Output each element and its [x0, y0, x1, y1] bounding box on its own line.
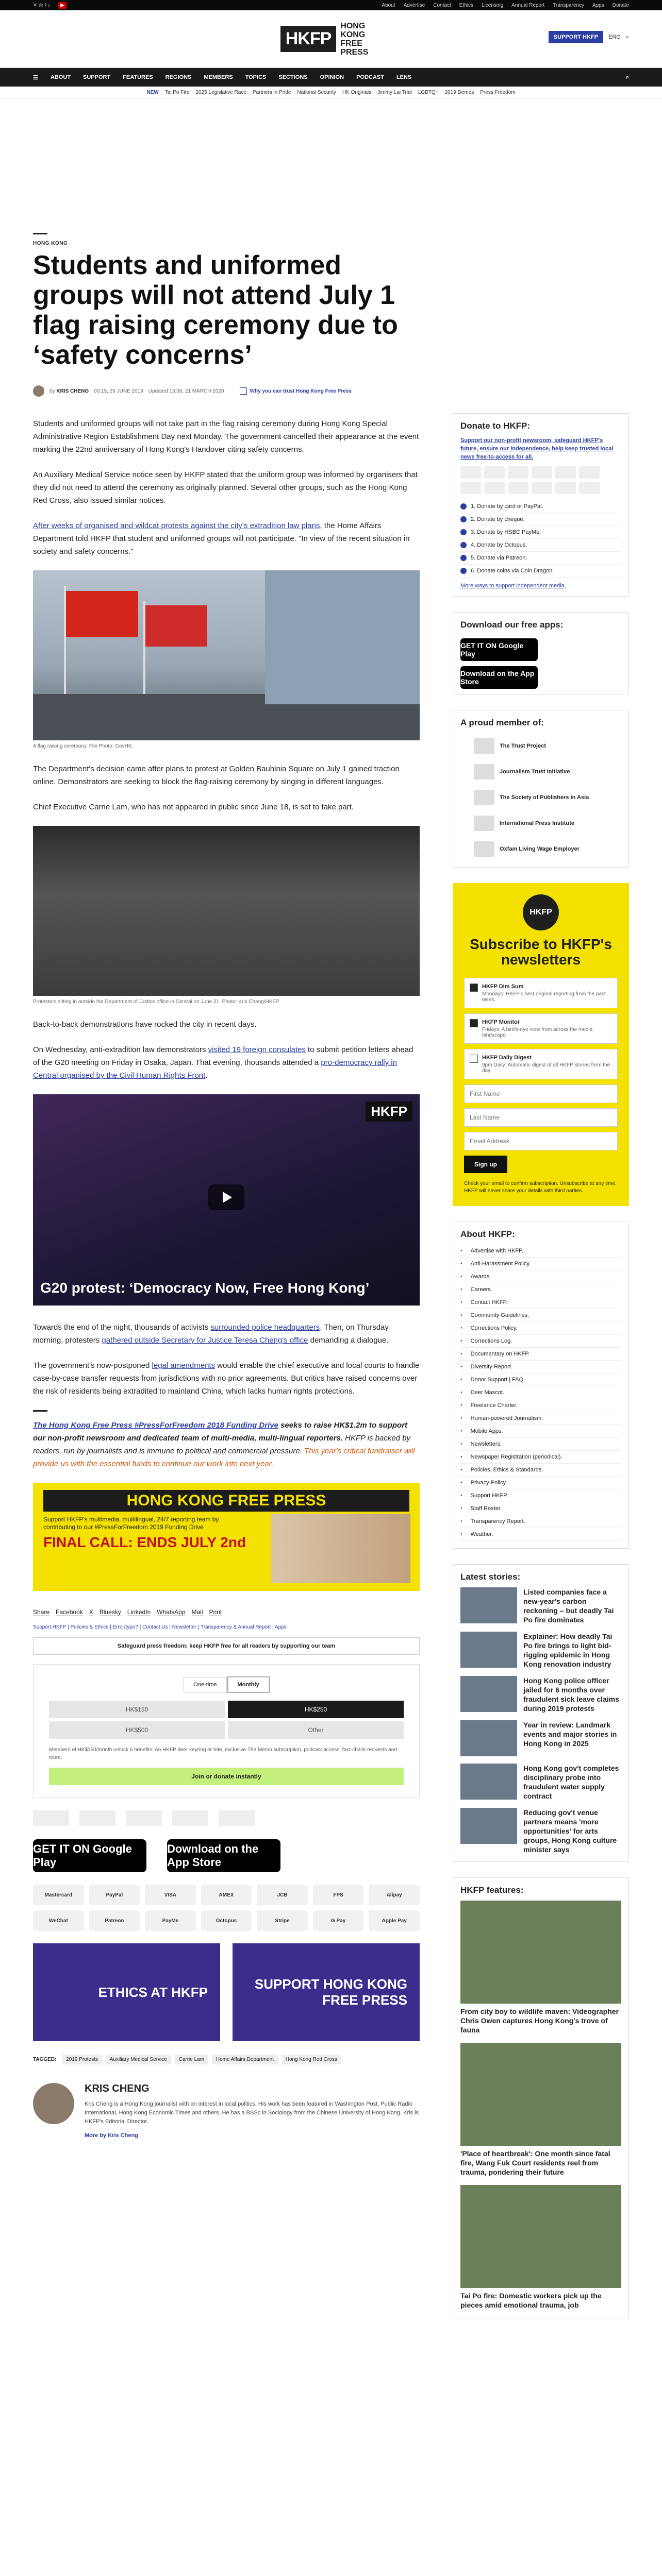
banner-final-call: FINAL CALL: ENDS JULY 2nd	[43, 1534, 246, 1550]
author-box-name[interactable]: KRIS CHENG	[85, 2083, 150, 2094]
about-link[interactable]: ● Freelance Charter.	[460, 1399, 621, 1412]
checkbox-checked-icon	[470, 984, 478, 992]
one-time-toggle[interactable]: One-time	[184, 1677, 226, 1692]
about-link[interactable]: ● Support HKFP.	[460, 1489, 621, 1502]
app-store-button[interactable]: Download on the App Store	[460, 666, 538, 689]
topbar-advertise[interactable]: Advertise	[403, 2, 425, 8]
member-widget	[453, 710, 629, 868]
sopa-logo	[126, 1810, 162, 1826]
share-mail[interactable]: Mail	[191, 1608, 203, 1616]
app-store-buttons	[33, 1839, 420, 1872]
trust-link[interactable]: Why you can trust Hong Kong Free Press	[240, 387, 352, 395]
paypal-icon[interactable]: PayPal	[89, 1885, 140, 1905]
features-title: HKFP features:	[460, 1885, 524, 1895]
video-title: G20 protest: ‘Democracy Now, Free Hong Kong’	[40, 1280, 370, 1296]
trend-link[interactable]: Tai Po Fire	[164, 90, 190, 95]
donate-text: Support our non-profit newsroom, safeguard HKFP's future, ensure our independence, help keep trusted local news free-to-access for all.	[460, 437, 614, 460]
publish-date: 00:15, 29 JUNE 2019	[94, 388, 143, 394]
banner-title: HONG KONG FREE PRESS	[43, 1490, 409, 1512]
story-thumbnail	[460, 1764, 517, 1800]
tagged-label: TAGGED:	[33, 2057, 57, 2062]
about-title: About HKFP:	[460, 1229, 515, 1239]
newsletter-widget	[453, 883, 629, 1206]
funding-banner[interactable]	[33, 1483, 420, 1591]
inline-link[interactable]: surrounded police headquarters	[210, 1323, 320, 1332]
trend-link[interactable]: Partners in Pride	[252, 90, 291, 95]
flag-ceremony-image	[33, 570, 420, 740]
about-link[interactable]: ● Donor Support | FAQ.	[460, 1374, 621, 1386]
first-name-field[interactable]	[464, 1084, 618, 1103]
stripe-icon[interactable]: Stripe	[257, 1910, 308, 1931]
new-label: NEW	[146, 90, 159, 95]
about-link[interactable]: ● Transparency Report.	[460, 1515, 621, 1528]
nav-features[interactable]: FEATURES	[123, 74, 153, 80]
about-link[interactable]: ● Privacy Policy.	[460, 1477, 621, 1489]
wechat-icon[interactable]: WeChat	[33, 1910, 84, 1931]
footer-links[interactable]: Support HKFP | Policies & Ethics | Error/typo? | Contact Us | Newsletter | Transparency & Annual Report | Apps	[33, 1624, 287, 1630]
latest-story[interactable]	[453, 1632, 628, 1676]
tag-list	[33, 2055, 420, 2067]
about-link[interactable]: ● Documentary on HKFP.	[460, 1348, 621, 1361]
card-icon	[460, 503, 467, 510]
author-avatar	[33, 2083, 74, 2124]
join-donate-button[interactable]: Join or donate instantly	[49, 1768, 404, 1785]
latest-story[interactable]	[453, 1587, 628, 1632]
trend-link[interactable]: 2019 Demos	[444, 90, 474, 95]
latest-title: Latest stories:	[460, 1572, 521, 1582]
language-selector[interactable]: ENG	[608, 34, 621, 40]
story-title[interactable]: Listed companies face a new-year's carbon reckoning – but deadly Tai Po fire dominates	[523, 1588, 614, 1624]
story-title[interactable]: Hong Kong gov't completes disciplinary probe into fraudulent water supply contract	[523, 1764, 619, 1800]
trend-link[interactable]: HK Originals	[342, 90, 372, 95]
author-name[interactable]: KRIS CHENG	[56, 388, 89, 394]
share-print[interactable]: Print	[209, 1608, 222, 1616]
about-link[interactable]: ● Mobile Apps.	[460, 1425, 621, 1438]
newsletter-title: Subscribe to HKFP's newsletters	[470, 936, 612, 968]
about-link[interactable]: ● Anti-Harassment Policy.	[460, 1258, 621, 1270]
payme-icon	[460, 529, 467, 535]
donate-option[interactable]: 4. Donate by Octopus.	[460, 539, 621, 552]
banner-subtitle: Support HKFP's multimedia, multilingual, 24/7 reporting team by contributing to our #PressForFreedom 2019 Funding Drive	[43, 1516, 219, 1531]
newsletter-fineprint: Check your email to confirm subscription. Unsubscribe at any time. HKFP will never share your details with third parties.	[464, 1181, 617, 1194]
paragraph: The Department's decision came after plans to protest at Golden Bauhinia Square on July 1 gained traction online. Demonstrators are seeking to block the flag-raising ceremony by singing in different languages.	[33, 765, 400, 786]
trust-icon	[240, 387, 247, 395]
membership-note: Members of HK$150/month unlock 6 benefits: An HKFP deer keyring or tote, exclusive The Memo subscription, podcast access, fact-check requests and more.	[49, 1747, 397, 1760]
donate-widget	[453, 413, 629, 597]
sopa-logo	[474, 790, 494, 805]
trend-link[interactable]: Press Freedom	[480, 90, 516, 95]
patreon-icon	[460, 555, 467, 561]
nav-sections[interactable]: SECTIONS	[278, 74, 308, 80]
image-caption: A flag raising ceremony. File Photo: GovHK.	[33, 743, 134, 749]
about-link[interactable]: ● Corrections Policy.	[460, 1322, 621, 1335]
topbar-ethics[interactable]: Ethics	[459, 2, 473, 8]
paragraph: On Wednesday, anti-extradition law demonstrators visited 19 foreign consulates to submit petition letters ahead of the G20 meeting on Friday in Osaka, Japan. That evening, thousands attended a pro-democracy rally in Central organised by the Civil Human Rights Front.	[33, 1045, 413, 1080]
tag[interactable]: Auxiliary Medical Service	[106, 2055, 171, 2064]
trend-link[interactable]: Jimmy Lai Trial	[377, 90, 412, 95]
member-sopa[interactable]: The Society of Publishers in Asia	[453, 785, 628, 810]
member-logos-row	[33, 1810, 420, 1826]
amount-option-selected[interactable]: HK$250	[228, 1701, 404, 1718]
paragraph: Students and uniformed groups will not take part in the flag raising ceremony during Hong Kong Special Administrative Region Establishment Day next Monday. The government cancelled their appearance at the event marking the 22nd anniversary of Hong Kong's Handover citing safety concerns.	[33, 419, 419, 454]
story-title[interactable]: Reducing gov't venue partners means 'more opportunities' for arts groups, Hong Kong culture minister says	[523, 1808, 617, 1854]
amount-option[interactable]: HK$150	[49, 1701, 225, 1718]
latest-story[interactable]	[453, 1808, 628, 1861]
topbar-donate[interactable]: Donate	[612, 2, 629, 8]
member-oxfam[interactable]: Oxfam Living Wage Employer	[453, 836, 628, 867]
payment-methods	[33, 1885, 420, 1931]
newsletter-option[interactable]: HKFP Monitor Fridays: A bird's-eye view from across the media landscape.	[464, 1013, 618, 1044]
trending-bar	[0, 87, 662, 99]
nav-opinion[interactable]: OPINION	[320, 74, 344, 80]
member-jti[interactable]: Journalism Trust Initiative	[453, 759, 628, 785]
paragraph: Back-to-back demonstrations have rocked the city in recent days.	[33, 1020, 257, 1029]
article-title: Students and uniformed groups will not attend July 1 flag raising ceremony due to ‘safety concerns’	[33, 250, 398, 370]
story-thumbnail	[460, 1676, 517, 1712]
funding-drive-link[interactable]: The Hong Kong Free Press #PressForFreedom 2018 Funding Drive	[33, 1421, 278, 1430]
author-avatar	[33, 385, 44, 397]
about-link[interactable]: ● Human-powered Journalism.	[460, 1412, 621, 1425]
article-category[interactable]: HONG KONG	[33, 233, 420, 246]
tag[interactable]: Hong Kong Red Cross	[282, 2055, 341, 2064]
payme-icon[interactable]: PayMe	[145, 1910, 196, 1931]
main-nav	[0, 68, 662, 87]
tag[interactable]: Carrie Lam	[175, 2055, 208, 2064]
nav-topics[interactable]: TOPICS	[245, 74, 267, 80]
octopus-icon	[460, 542, 467, 548]
hkfp-logo: HKFP	[523, 894, 559, 930]
about-link[interactable]: ● Policies, Ethics & Standards.	[460, 1464, 621, 1477]
applepay-icon[interactable]: Apple Pay	[369, 1910, 420, 1931]
play-icon[interactable]	[208, 1184, 244, 1210]
feature-image[interactable]	[460, 2043, 621, 2146]
monthly-toggle[interactable]: Monthly	[228, 1677, 269, 1692]
feature-title[interactable]: Tai Po fire: Domestic workers pick up the pieces amid emotional trauma, job	[460, 2292, 602, 2309]
about-link[interactable]: ● Corrections Log.	[460, 1335, 621, 1348]
sidebar	[453, 413, 629, 2334]
video-logo: HKFP	[366, 1101, 412, 1122]
funding-drive-note: The Hong Kong Free Press #PressForFreedom 2018 Funding Drive seeks to raise HK$1.2m to support our non-profit newsroom and dedicated team of multi-media, multi-lingual reporters. HKFP is backed by readers, run by journalists and is immune to political and commercial pressure. This year's critical fundraiser will provide us with the essential funds to continue our work into next year.	[33, 1421, 415, 1468]
support-button[interactable]: SUPPORT HKFP	[549, 31, 603, 43]
last-name-field[interactable]	[464, 1108, 618, 1127]
protesters-image	[33, 826, 420, 996]
inline-link[interactable]: visited 19 foreign consulates	[208, 1045, 306, 1054]
trend-link[interactable]: 2025 Legislative Race	[195, 90, 246, 95]
amount-option-other[interactable]: Other	[228, 1721, 404, 1739]
nav-podcast[interactable]: PODCAST	[356, 74, 384, 80]
more-ways-link[interactable]: More ways to support independent media.	[460, 583, 566, 589]
nav-lens[interactable]: LENS	[396, 74, 412, 80]
top-utility-bar	[0, 0, 662, 10]
amount-option[interactable]: HK$500	[49, 1721, 225, 1739]
trust-project-logo	[474, 738, 494, 754]
feature-title[interactable]: 'Place of heartbreak': One month since fatal fire, Wang Fuk Court residents reel from trauma, pondering their future	[460, 2149, 610, 2176]
about-link[interactable]: ● Advertise with HKFP.	[460, 1245, 621, 1258]
story-title[interactable]: Hong Kong police officer jailed for 6 months over fraudulent sick leave claims during 2019 protests	[523, 1676, 619, 1713]
feature-title[interactable]: From city boy to wildlife maven: Videographer Chris Owen captures Hong Kong's trove of fauna	[460, 2007, 619, 2034]
app-store-button[interactable]: Download on the App Store	[167, 1839, 280, 1872]
paragraph: The government's now-postponed legal amendments would enable the chief executive and local courts to handle case-by-case transfer requests from jurisdictions with no prior agreements. But critics have raised concerns over the risk of residents being extradited to mainland China, which lacks human rights protections.	[33, 1361, 420, 1396]
tag[interactable]: 2019 Protests	[62, 2055, 102, 2064]
share-facebook[interactable]: Facebook	[56, 1608, 83, 1616]
about-link[interactable]: ● Contact HKFP.	[460, 1296, 621, 1309]
feature-image[interactable]	[460, 2185, 621, 2288]
jti-logo	[474, 764, 494, 779]
features-widget	[453, 1877, 629, 2318]
checkbox-icon	[470, 1055, 478, 1063]
member-ipi[interactable]: International Press Institute	[453, 810, 628, 836]
story-title[interactable]: Year in review: Landmark events and major stories in Hong Kong in 2025	[523, 1721, 617, 1748]
member-title: A proud member of:	[460, 718, 544, 727]
paragraph: Towards the end of the night, thousands of activists surrounded police headquarters. Then, on Thursday morning, protesters gathered outside Secretary for Justice Teresa Cheng's office demanding a dialogue.	[33, 1323, 389, 1345]
trust-project-logo	[33, 1810, 69, 1826]
patreon-icon[interactable]: Patreon	[89, 1910, 140, 1931]
safeguard-banner[interactable]: Safeguard press freedom; keep HKFP free for all readers by supporting our team	[33, 1637, 420, 1655]
topbar-licensing[interactable]: Licensing	[481, 2, 504, 8]
mastercard-icon[interactable]: Mastercard	[33, 1885, 84, 1905]
trend-link[interactable]: LGBTQ+	[418, 90, 439, 95]
story-thumbnail	[460, 1720, 517, 1756]
amex-icon[interactable]: AMEX	[201, 1885, 252, 1905]
logo-box: HKFP	[280, 26, 337, 52]
youtube-icon[interactable]: ▶	[58, 2, 67, 9]
updated-date: Updated 13:08, 21 MARCH 2020	[148, 388, 224, 394]
fps-icon[interactable]: FPS	[313, 1885, 364, 1905]
topbar-contact[interactable]: Contact	[433, 2, 451, 8]
site-logo[interactable]	[280, 22, 382, 57]
oxfam-logo	[474, 841, 494, 857]
paragraph: An Auxiliary Medical Service notice seen by HKFP stated that the uniform group was informed by organisers that they did not need to attend the ceremony as originally planned. Several other groups, such as the Hong Kong Red Cross, also issued similar notices.	[33, 470, 418, 505]
donate-option[interactable]: 2. Donate by cheque.	[460, 513, 621, 526]
ethics-promo[interactable]: ETHICS AT HKFP	[33, 1943, 220, 2041]
paragraph: Chief Executive Carrie Lam, who has not appeared in public since June 18, is set to take part.	[33, 803, 354, 811]
share-whatsapp[interactable]: WhatsApp	[157, 1608, 186, 1616]
apps-title: Download our free apps:	[460, 620, 564, 630]
inline-link[interactable]: gathered outside Secretary for Justice Teresa Cheng's office	[102, 1336, 308, 1345]
byline: by KRIS CHENG 00:15, 29 JUNE 2019 Updated 13:08, 21 MARCH 2020 Why you can trust Hong Kong Free Press	[33, 385, 420, 397]
story-thumbnail	[460, 1632, 517, 1668]
nav-regions[interactable]: REGIONS	[165, 74, 192, 80]
latest-story[interactable]	[453, 1764, 628, 1808]
share-bluesky[interactable]: Bluesky	[99, 1608, 121, 1616]
banner-photo	[271, 1514, 410, 1583]
google-play-button[interactable]: GET IT ON Google Play	[33, 1839, 146, 1872]
story-thumbnail	[460, 1808, 517, 1844]
donate-option[interactable]: 5. Donate via Patreon.	[460, 552, 621, 565]
gpay-icon[interactable]: G Pay	[313, 1910, 364, 1931]
menu-icon[interactable]: ☰	[33, 74, 38, 81]
member-trust-project[interactable]: The Trust Project	[453, 733, 628, 759]
inline-link[interactable]: legal amendments	[152, 1361, 216, 1370]
signup-button[interactable]: Sign up	[464, 1156, 507, 1173]
inline-link[interactable]: After weeks of organised and wildcat protests against the city's extradition law plans,	[33, 521, 322, 530]
tag[interactable]: Home Affairs Department	[212, 2055, 278, 2064]
about-link[interactable]: ● Diversity Report.	[460, 1361, 621, 1374]
topbar-transparency[interactable]: Transparency	[553, 2, 584, 8]
ipi-logo	[172, 1810, 208, 1826]
topbar-about[interactable]: About	[382, 2, 395, 8]
paragraph: After weeks of organised and wildcat protests against the city's extradition law plans, the Home Affairs Department told HKFP that student and uniformed groups will not participate. "In view of the recent situation in society and safety concerns."	[33, 521, 410, 556]
jti-logo	[79, 1810, 115, 1826]
donate-title: Donate to HKFP:	[460, 421, 531, 431]
google-play-button[interactable]: GET IT ON Google Play	[460, 638, 538, 661]
topbar-annual-report[interactable]: Annual Report	[511, 2, 545, 8]
about-link[interactable]: ● Community Guidelines.	[460, 1309, 621, 1322]
latest-widget	[453, 1564, 629, 1862]
logo-text: HONG KONG FREE PRESS	[340, 21, 369, 57]
story-thumbnail	[460, 1587, 517, 1623]
latest-story[interactable]	[453, 1720, 628, 1764]
social-icons[interactable]: ✕ ◎ f ♪	[33, 2, 51, 8]
alipay-icon[interactable]: Alipay	[369, 1885, 420, 1905]
share-button[interactable]: Share	[33, 1608, 50, 1616]
share-x[interactable]: X	[89, 1608, 93, 1616]
coin-icon	[460, 568, 467, 574]
about-widget	[453, 1222, 629, 1549]
email-field[interactable]	[464, 1132, 618, 1150]
about-link[interactable]: ● Careers.	[460, 1283, 621, 1296]
nav-members[interactable]: MEMBERS	[204, 74, 233, 80]
ipi-logo	[474, 816, 494, 831]
about-link[interactable]: ● Weather.	[460, 1528, 621, 1541]
promo-tiles	[33, 1943, 420, 2041]
newsletter-option[interactable]: HKFP Daily Digest 9pm Daily: Automatic digest of all HKFP stories from the day.	[464, 1049, 618, 1079]
about-link[interactable]: ● Awards.	[460, 1270, 621, 1283]
oxfam-logo	[219, 1810, 255, 1826]
payment-icons	[460, 466, 621, 494]
author-box	[33, 2083, 420, 2139]
nav-support[interactable]: SUPPORT	[82, 74, 111, 80]
share-bar	[33, 1608, 420, 1616]
search-icon[interactable]: ⌕	[625, 33, 629, 40]
search-icon[interactable]: ⌕	[625, 74, 629, 80]
more-by-author-link[interactable]: More by Kris Cheng	[85, 2132, 138, 2139]
donation-box	[33, 1664, 420, 1798]
donate-option[interactable]: 6. Donate coins via Coin Dragon.	[460, 565, 621, 578]
about-link[interactable]: ● Newsletters.	[460, 1438, 621, 1451]
apps-widget	[453, 612, 629, 694]
image-caption: Protesters sitting in outside the Department of Justice office in Central on June 21. Photo: Kris Cheng/HKFP.	[33, 999, 280, 1005]
story-title[interactable]: Explainer: How deadly Tai Po fire brings to light bid-rigging epidemic in Hong Kong renovation industry	[523, 1632, 613, 1668]
share-linkedin[interactable]: LinkedIn	[127, 1608, 151, 1616]
nav-about[interactable]: ABOUT	[50, 74, 71, 80]
cheque-icon	[460, 516, 467, 522]
octopus-icon[interactable]: Octopus	[201, 1910, 252, 1931]
support-promo[interactable]: SUPPORT HONG KONG FREE PRESS	[233, 1943, 420, 2041]
trend-link[interactable]: National Security	[297, 90, 336, 95]
newsletter-option[interactable]: HKFP Dim Sum Mondays: HKFP's best original reporting from the past week.	[464, 978, 618, 1008]
latest-story[interactable]	[453, 1676, 628, 1720]
site-header	[0, 10, 662, 68]
author-bio: Kris Cheng is a Hong Kong journalist with an interest in local politics. His work has been featured in Washington Post, Public Radio International, Hong Kong Economic Times and others. He has a BSSc in Sociology from the Chinese University of Hong Kong. Kris is HKFP's Editorial Director.	[85, 2101, 419, 2125]
visa-icon[interactable]: VISA	[145, 1885, 196, 1905]
about-link[interactable]: ● Staff Roster.	[460, 1502, 621, 1515]
checkbox-checked-icon	[470, 1019, 478, 1027]
about-link[interactable]: ● Deer Mascot.	[460, 1386, 621, 1399]
jcb-icon[interactable]: JCB	[257, 1885, 308, 1905]
donate-option[interactable]: 1. Donate by card or PayPal.	[460, 500, 621, 513]
article-main	[33, 233, 420, 2139]
inline-link[interactable]: pro-democracy rally in Central organised by the Civil Human Rights Front	[33, 1058, 397, 1080]
video-player[interactable]	[33, 1094, 420, 1306]
topbar-apps[interactable]: Apps	[592, 2, 604, 8]
about-link[interactable]: ● Newspaper Registration (periodical).	[460, 1451, 621, 1464]
donate-option[interactable]: 3. Donate by HSBC PayMe.	[460, 526, 621, 539]
feature-image[interactable]	[460, 1901, 621, 2004]
